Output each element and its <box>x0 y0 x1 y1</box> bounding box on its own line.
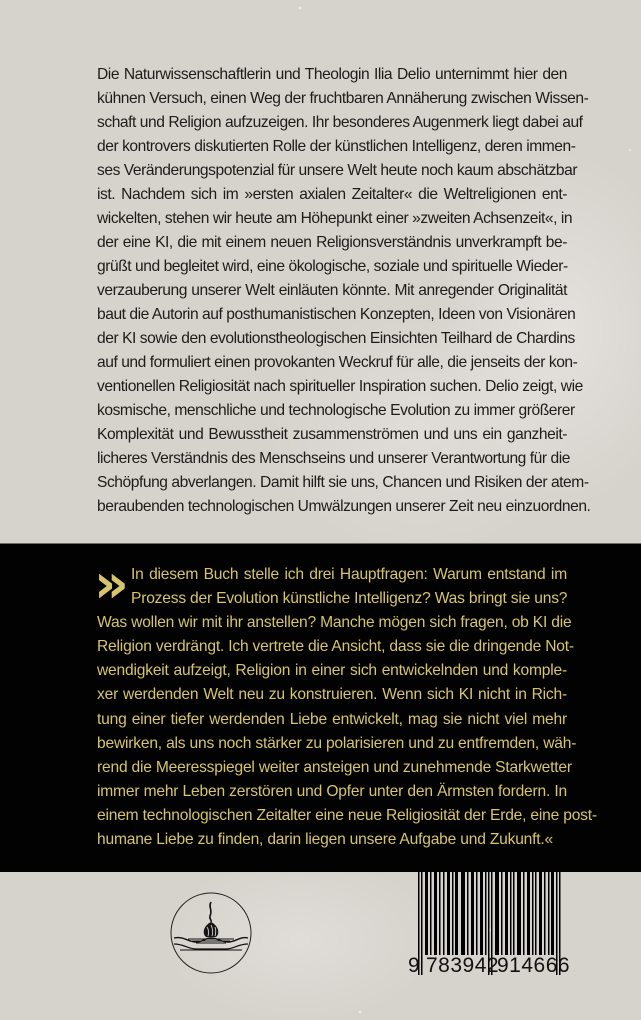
quote-line: wendigkeit aufzeigt, Religion in einer sich entwickelnden und komple- <box>97 662 567 680</box>
quote-line: immer mehr Leben zerstören und Opfer unter den Ärmsten fordern. In <box>97 782 567 800</box>
quote-line: xer werdenden Welt neu zu konstruieren. Wenn sich KI nicht in Rich- <box>97 686 567 704</box>
blurb-line: schaft und Religion aufzuzeigen. Ihr besonderes Augenmerk liegt dabei auf <box>97 114 583 131</box>
blurb-line: Schöpfung abverlangen. Damit hilft sie uns, Chancen und Risiken der atem- <box>97 474 589 491</box>
quote-band <box>0 543 641 872</box>
blurb-line: der KI sowie den evolutionstheologischen Einsichten Teilhard de Chardins <box>97 330 575 347</box>
quote-line: Prozess der Evolution künstliche Intelligenz? Was bringt sie uns? <box>131 590 568 608</box>
blurb-line: wickelten, stehen wir heute am Höhepunkt einer »zweiten Achsenzeit«, in <box>97 210 573 227</box>
blurb-line: licheres Verständnis des Menschseins und unserer Verantwortung für die <box>97 450 570 467</box>
blurb-line: baut die Autorin auf posthumanistischen Konzepten, Ideen von Visionären <box>97 306 576 323</box>
quote-mark-icon: » <box>94 552 123 615</box>
back-cover-blurb <box>97 63 591 519</box>
quote-line: bewirken, als uns noch stärker zu polarisieren und zu entfremden, wäh- <box>97 734 577 752</box>
blurb-line: ventionellen Religiosität nach spiritueller Inspiration suchen. Delio zeigt, wie <box>97 378 583 395</box>
isbn-digits-left: 783942 <box>426 954 500 977</box>
quote-line: humane Liebe zu finden, darin liegen unsere Aufgabe und Zukunft.« <box>97 831 554 849</box>
blurb-line: ses Veränderungspotenzial für unsere Welt heute noch kaum abschätzbar <box>97 162 578 179</box>
blurb-line: beraubenden technologischen Umwälzungen unserer Zeit neu einzuordnen. <box>97 498 591 515</box>
quote-line: In diesem Buch stelle ich drei Hauptfragen: Warum entstand im <box>131 566 567 583</box>
blurb-line: der kontrovers diskutierten Rolle der künstlichen Intelligenz, deren immen- <box>97 138 576 155</box>
blurb-line: kosmische, menschliche und technologische Evolution zu immer größerer <box>97 402 575 419</box>
quote-line: Was wollen wir mit ihr anstellen? Manche mögen sich fragen, ob KI die <box>97 614 572 632</box>
publisher-logo-icon <box>170 892 252 974</box>
blurb-line: kühnen Versuch, einen Weg der fruchtbaren Annäherung zwischen Wissen- <box>97 90 589 107</box>
blurb-line: Komplexität und Bewusstheit zusammenströmen und uns ein ganzheit- <box>97 426 567 443</box>
author-quote <box>94 552 597 852</box>
blurb-line: verzauberung unserer Welt einläuten könnte. Mit anregender Originalität <box>97 282 567 299</box>
quote-line: Religion verdrängt. Ich vertrete die Ansicht, dass sie die dringende Not- <box>97 638 574 656</box>
quote-line: einem technologischen Zeitalter eine neue Religiosität der Erde, eine post- <box>97 806 597 824</box>
isbn-digit-prefix: 9 <box>408 954 421 977</box>
blurb-line: grüßt und begleitet wird, eine ökologische, soziale und spirituelle Wieder- <box>97 258 568 275</box>
blurb-line: Die Naturwissenschaftlerin und Theologin Ilia Delio unternimmt hier den <box>97 66 567 83</box>
quote-line: rend die Meeresspiegel weiter ansteigen und zunehmende Starkwetter <box>97 758 572 776</box>
blurb-line: ist. Nachdem sich im »ersten axialen Zeitalter« die Weltreligionen ent- <box>97 186 567 203</box>
blurb-line: auf und formuliert einen provokanten Weckruf für alle, die jenseits der kon- <box>97 354 578 371</box>
blurb-line: der eine KI, die mit einem neuen Religionsverständnis unverkrampft be- <box>97 234 567 251</box>
quote-line: tung einer tiefer werdenden Liebe entwickelt, mag sie nicht viel mehr <box>97 710 567 728</box>
isbn-digits-right: 914666 <box>497 954 571 977</box>
